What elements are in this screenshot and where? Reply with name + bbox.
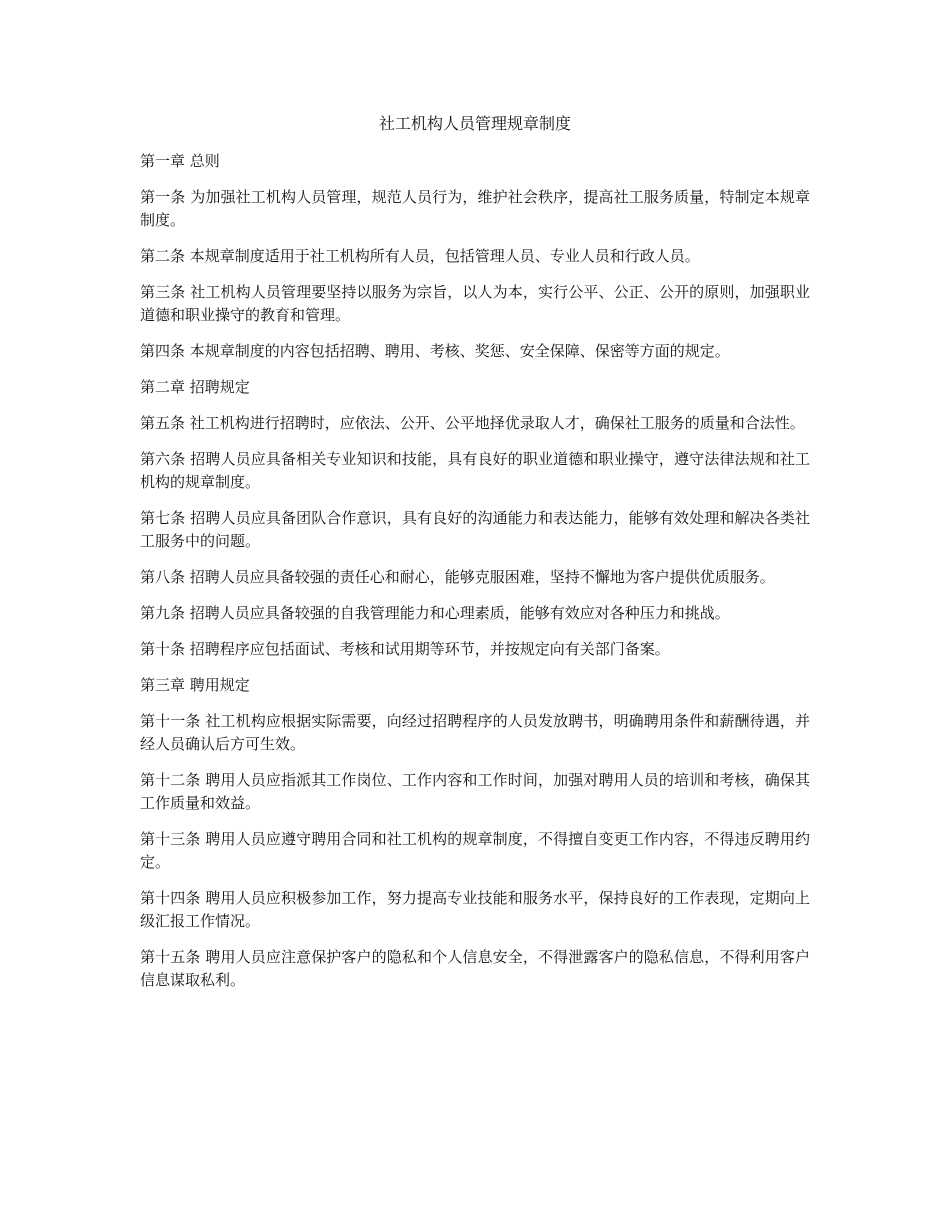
- clause-paragraph: 第十五条 聘用人员应注意保护客户的隐私和个人信息安全，不得泄露客户的隐私信息，不得利用客户信息谋取私利。: [140, 948, 810, 989]
- clause-paragraph: 第一条 为加强社工机构人员管理，规范人员行为，维护社会秩序，提高社工服务质量，特制定本规章制度。: [140, 188, 810, 229]
- clause-paragraph: 第四条 本规章制度的内容包括招聘、聘用、考核、奖惩、安全保障、保密等方面的规定。: [140, 342, 730, 360]
- clause-paragraph: 第十一条 社工机构应根据实际需要，向经过招聘程序的人员发放聘书，明确聘用条件和薪酬待遇，并经人员确认后方可生效。: [140, 712, 810, 753]
- clause-paragraph: 第九条 招聘人员应具备较强的自我管理能力和心理素质，能够有效应对各种压力和挑战。: [140, 604, 730, 622]
- document-body: [140, 112, 810, 1005]
- clause-paragraph: 第五条 社工机构进行招聘时，应依法、公开、公平地择优录取人才，确保社工服务的质量和合法性。: [140, 414, 805, 432]
- document-title: 社工机构人员管理规章制度: [378, 114, 571, 133]
- clause-paragraph: 第三条 社工机构人员管理要坚持以服务为宗旨，以人为本，实行公平、公正、公开的原则，加强职业道德和职业操守的教育和管理。: [140, 283, 810, 324]
- chapter-heading: 第一章 总则: [140, 152, 220, 170]
- clause-paragraph: 第二条 本规章制度适用于社工机构所有人员，包括管理人员、专业人员和行政人员。: [140, 247, 700, 265]
- clause-paragraph: 第八条 招聘人员应具备较强的责任心和耐心，能够克服困难，坚持不懈地为客户提供优质服务。: [140, 568, 775, 586]
- chapter-heading: 第二章 招聘规定: [140, 378, 250, 396]
- clause-paragraph: 第十四条 聘用人员应积极参加工作，努力提高专业技能和服务水平，保持良好的工作表现，定期向上级汇报工作情况。: [140, 889, 810, 930]
- clause-paragraph: 第十二条 聘用人员应指派其工作岗位、工作内容和工作时间，加强对聘用人员的培训和考核，确保其工作质量和效益。: [140, 771, 810, 812]
- clause-paragraph: 第十条 招聘程序应包括面试、考核和试用期等环节，并按规定向有关部门备案。: [140, 640, 670, 658]
- clause-paragraph: 第十三条 聘用人员应遵守聘用合同和社工机构的规章制度，不得擅自变更工作内容，不得违反聘用约定。: [140, 830, 810, 871]
- clause-paragraph: 第七条 招聘人员应具备团队合作意识，具有良好的沟通能力和表达能力，能够有效处理和解决各类社工服务中的问题。: [140, 509, 810, 550]
- clause-paragraph: 第六条 招聘人员应具备相关专业知识和技能，具有良好的职业道德和职业操守，遵守法律法规和社工机构的规章制度。: [140, 450, 810, 491]
- chapter-heading: 第三章 聘用规定: [140, 676, 250, 694]
